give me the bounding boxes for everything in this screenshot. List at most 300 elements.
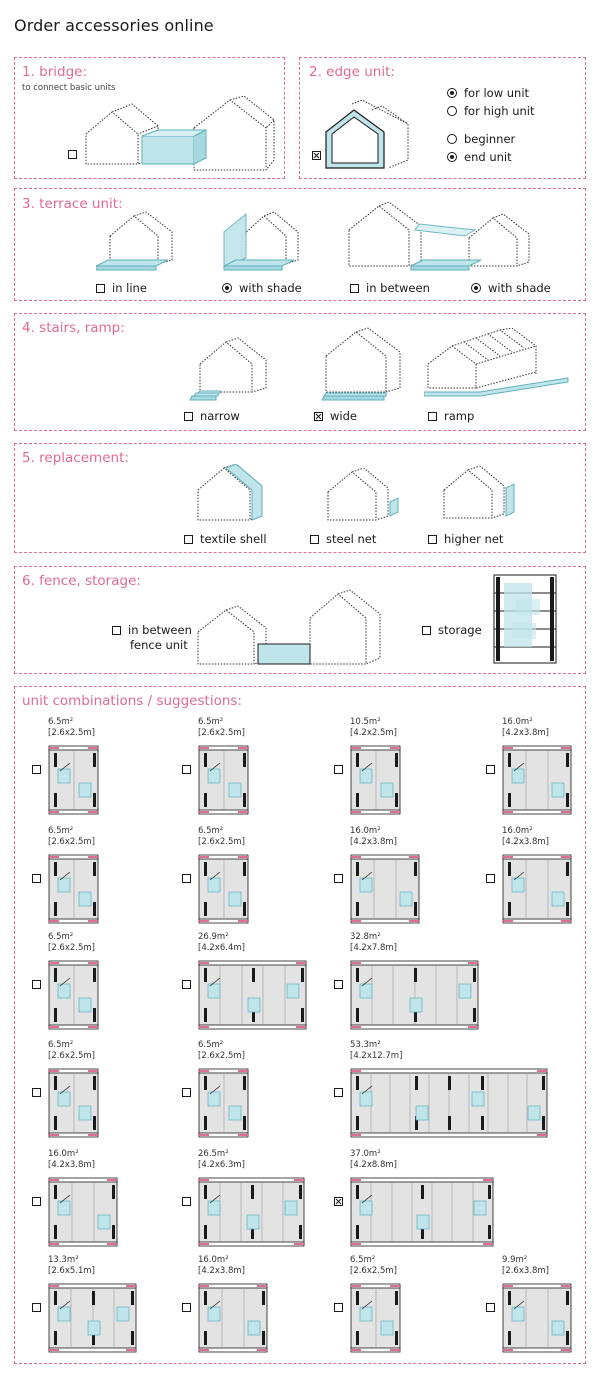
plan-wall-accent — [503, 856, 513, 858]
checkbox[interactable] — [68, 150, 77, 159]
checkbox[interactable] — [184, 412, 193, 421]
terrace-option-in-between-with-shade[interactable] — [471, 281, 551, 295]
edge-option-end-unit[interactable] — [447, 150, 512, 164]
combination-card[interactable] — [486, 826, 600, 932]
plan-furniture — [552, 892, 564, 906]
combination-card[interactable] — [182, 717, 312, 823]
combination-card[interactable] — [334, 1149, 464, 1255]
plan-post — [415, 1076, 418, 1090]
checkbox[interactable] — [182, 980, 191, 989]
plan-furniture — [360, 1092, 372, 1106]
plan-post — [542, 1076, 545, 1090]
plan-wall-bottom — [199, 1348, 267, 1352]
plan-post — [566, 793, 569, 807]
plan-furniture — [58, 878, 70, 892]
plan-post — [54, 1225, 57, 1239]
radio[interactable] — [447, 134, 457, 144]
plan-post — [356, 753, 359, 767]
combination-card[interactable] — [486, 717, 600, 823]
plan-post — [542, 1116, 545, 1130]
edge-option-beginner[interactable] — [447, 132, 515, 146]
plan-furniture — [79, 1106, 91, 1120]
plan-post — [54, 1116, 57, 1130]
plan-post — [488, 1225, 491, 1239]
plan-post — [243, 1116, 246, 1130]
bridge-illustration — [82, 96, 277, 172]
plan-wall-accent — [257, 1349, 267, 1351]
plan-wall-accent — [351, 1243, 361, 1245]
combination-area: 16.0m² — [502, 717, 533, 727]
plan-post — [54, 968, 57, 982]
plan-furniture — [98, 1215, 110, 1229]
plan-post — [204, 1008, 207, 1022]
plan-post — [204, 753, 207, 767]
checkbox[interactable] — [182, 1088, 191, 1097]
combination-card[interactable] — [182, 1149, 312, 1255]
section-title-fence-storage: 6. fence, storage: — [22, 573, 141, 589]
combination-dimensions: [2.6x2.5m] — [48, 837, 95, 847]
replacement-option-steel-net[interactable] — [310, 532, 376, 546]
checkbox[interactable] — [486, 874, 495, 883]
plan-wall-accent — [468, 962, 478, 964]
plan-post — [395, 1291, 398, 1305]
plan-post — [54, 902, 57, 916]
plan-wall-bottom — [351, 1025, 478, 1029]
replacement-option-textile-shell[interactable] — [184, 532, 267, 546]
checkbox[interactable] — [310, 535, 319, 544]
combination-dimensions: [4.2x3.8m] — [198, 1266, 245, 1276]
option-label: wide — [330, 409, 357, 423]
combination-area: 26.9m² — [198, 932, 229, 942]
plan-wall-accent — [49, 1349, 59, 1351]
plan-post — [204, 862, 207, 876]
plan-post — [414, 968, 417, 982]
combination-card[interactable] — [182, 1255, 312, 1361]
combination-card[interactable] — [32, 717, 162, 823]
plan-post — [356, 1185, 359, 1199]
plan-wall-accent — [390, 1285, 400, 1287]
checkbox[interactable] — [32, 1088, 41, 1097]
combination-card[interactable] — [334, 1255, 464, 1361]
plan-furniture — [381, 783, 393, 797]
plan-furniture — [208, 984, 220, 998]
floor-plan — [350, 1177, 494, 1249]
combination-card[interactable] — [32, 932, 162, 1038]
checkbox[interactable] — [182, 1197, 191, 1206]
plan-wall-accent — [561, 856, 571, 858]
combination-area: 6.5m² — [198, 717, 224, 727]
checkbox[interactable] — [32, 874, 41, 883]
plan-wall-accent — [537, 1070, 547, 1072]
stairs-option-ramp[interactable] — [428, 409, 474, 423]
plan-wall-accent — [483, 1243, 493, 1245]
plan-wall-top — [503, 746, 571, 750]
plan-wall-bottom — [351, 919, 419, 923]
combination-dimensions: [4.2x7.8m] — [350, 943, 397, 953]
plan-wall-accent — [199, 1285, 209, 1287]
combination-dimensions: [4.2x6.4m] — [198, 943, 245, 953]
checkbox[interactable] — [32, 765, 41, 774]
floor-plan — [350, 1068, 548, 1140]
plan-wall-accent — [126, 1349, 136, 1351]
plan-wall-accent — [88, 1026, 98, 1028]
higher-net-illustration — [442, 466, 522, 528]
plan-furniture — [248, 998, 260, 1012]
plan-furniture — [58, 1201, 70, 1215]
plan-furniture — [381, 1321, 393, 1335]
combination-size — [198, 1149, 245, 1171]
plan-post — [566, 1291, 569, 1305]
combination-size — [48, 826, 95, 848]
plan-post — [356, 793, 359, 807]
plan-post — [93, 902, 96, 916]
combination-size — [502, 717, 549, 739]
combination-dimensions: [4.2x12.7m] — [350, 1051, 403, 1061]
plan-post — [473, 1008, 476, 1022]
plan-furniture — [247, 1215, 259, 1229]
plan-post — [93, 753, 96, 767]
plan-post — [54, 1185, 57, 1199]
combination-size — [48, 1149, 95, 1171]
checkbox[interactable] — [32, 1303, 41, 1312]
floor-plan — [48, 1283, 137, 1355]
checkbox[interactable] — [334, 1303, 343, 1312]
plan-post — [395, 793, 398, 807]
combination-card[interactable] — [32, 1149, 162, 1255]
combination-card[interactable] — [182, 826, 312, 932]
checkbox[interactable] — [182, 874, 191, 883]
plan-post — [448, 1116, 451, 1130]
option-label: end unit — [464, 150, 512, 164]
plan-wall-accent — [503, 747, 513, 749]
edge-option-high-unit[interactable] — [447, 104, 534, 118]
plan-wall-bottom — [49, 1348, 136, 1352]
plan-furniture — [552, 1321, 564, 1335]
combination-area: 16.0m² — [198, 1255, 229, 1265]
combination-dimensions: [2.6x2.5m] — [350, 1266, 397, 1276]
plan-wall-accent — [561, 747, 571, 749]
combination-card[interactable] — [32, 1040, 162, 1146]
plan-post — [243, 753, 246, 767]
radio[interactable] — [447, 106, 457, 116]
plan-wall-accent — [561, 811, 571, 813]
plan-wall-accent — [238, 920, 248, 922]
plan-wall-top — [351, 961, 478, 965]
plan-post — [566, 902, 569, 916]
checkbox-checked[interactable] — [334, 1197, 343, 1206]
plan-wall-accent — [390, 747, 400, 749]
stairs-wide-illustration — [316, 326, 408, 402]
stairs-option-narrow[interactable] — [184, 409, 240, 423]
plan-post — [243, 1076, 246, 1090]
floor-plan — [502, 854, 572, 926]
combination-size — [502, 1255, 549, 1277]
section-title-unit-combinations: unit combinations / suggestions: — [22, 693, 242, 709]
checkbox[interactable] — [96, 284, 105, 293]
combination-dimensions: [2.6x3.8m] — [502, 1266, 549, 1276]
checkbox[interactable] — [428, 412, 437, 421]
plan-wall-accent — [294, 1179, 304, 1181]
plan-wall-accent — [88, 1070, 98, 1072]
plan-wall-accent — [199, 1349, 209, 1351]
checkbox[interactable] — [334, 765, 343, 774]
plan-wall-accent — [49, 811, 59, 813]
plan-furniture — [552, 783, 564, 797]
plan-wall-accent — [503, 1285, 513, 1287]
combination-dimensions: [4.2x3.8m] — [350, 837, 397, 847]
combination-dimensions: [2.6x2.5m] — [198, 837, 245, 847]
plan-wall-accent — [351, 1134, 361, 1136]
plan-post — [473, 968, 476, 982]
checkbox[interactable] — [334, 980, 343, 989]
combination-card[interactable] — [334, 717, 464, 823]
plan-post — [204, 1291, 207, 1305]
plan-post — [204, 1116, 207, 1130]
checkbox[interactable] — [32, 1197, 41, 1206]
combination-card[interactable] — [32, 826, 162, 932]
checkbox[interactable] — [182, 1303, 191, 1312]
plan-wall-accent — [561, 920, 571, 922]
plan-wall-accent — [88, 747, 98, 749]
plan-post — [448, 1076, 451, 1090]
plan-wall-bottom — [503, 1348, 571, 1352]
checkbox[interactable] — [334, 874, 343, 883]
plan-wall-accent — [351, 1285, 361, 1287]
plan-wall-accent — [49, 1026, 59, 1028]
combination-area: 13.3m² — [48, 1255, 79, 1265]
edge-unit-checkbox[interactable] — [312, 151, 321, 160]
plan-post — [508, 793, 511, 807]
combination-card[interactable] — [334, 932, 464, 1038]
option-label: narrow — [200, 409, 240, 423]
combination-card[interactable] — [486, 1255, 600, 1361]
bridge-checkbox[interactable] — [68, 150, 77, 159]
plan-post — [566, 862, 569, 876]
plan-wall-accent — [238, 1134, 248, 1136]
plan-wall-top — [199, 1284, 267, 1288]
plan-wall-accent — [351, 920, 361, 922]
option-label: in line — [112, 281, 147, 295]
floor-plan — [48, 1177, 118, 1249]
plan-furniture — [360, 878, 372, 892]
edge-option-low-unit[interactable] — [447, 86, 529, 100]
plan-wall-accent — [351, 747, 361, 749]
plan-wall-accent — [199, 856, 209, 858]
option-label: higher net — [444, 532, 504, 546]
plan-wall-accent — [49, 962, 59, 964]
checkbox-checked[interactable] — [314, 412, 323, 421]
radio-selected[interactable] — [447, 88, 457, 98]
combination-area: 6.5m² — [198, 826, 224, 836]
combination-size — [502, 826, 549, 848]
plan-furniture — [400, 892, 412, 906]
page-title: Order accessories online — [14, 16, 214, 35]
plan-wall-accent — [49, 856, 59, 858]
plan-furniture — [459, 984, 471, 998]
plan-wall-top — [199, 961, 306, 965]
combination-area: 32.8m² — [350, 932, 381, 942]
plan-furniture — [474, 1201, 486, 1215]
plan-post — [508, 1291, 511, 1305]
plan-wall-bottom — [199, 1242, 304, 1246]
combination-area: 16.0m² — [350, 826, 381, 836]
plan-wall-top — [49, 1178, 117, 1182]
plan-wall-accent — [503, 920, 513, 922]
plan-furniture — [528, 1106, 540, 1120]
plan-wall-accent — [88, 856, 98, 858]
combination-area: 16.0m² — [502, 826, 533, 836]
plan-wall-accent — [49, 1134, 59, 1136]
plan-furniture — [117, 1307, 129, 1321]
floor-plan — [350, 745, 401, 817]
plan-post — [93, 1076, 96, 1090]
plan-post — [93, 862, 96, 876]
radio-selected[interactable] — [447, 152, 457, 162]
plan-wall-accent — [199, 811, 209, 813]
plan-wall-accent — [296, 962, 306, 964]
floor-plan — [198, 745, 249, 817]
plan-wall-accent — [351, 1179, 361, 1181]
stairs-option-wide[interactable] — [314, 409, 357, 423]
plan-post — [243, 902, 246, 916]
plan-post — [93, 968, 96, 982]
plan-wall-accent — [561, 1285, 571, 1287]
option-label: ramp — [444, 409, 475, 423]
plan-post — [204, 793, 207, 807]
plan-post — [252, 968, 255, 982]
combination-card[interactable] — [334, 1040, 464, 1146]
combination-size — [198, 1255, 245, 1277]
plan-wall-accent — [238, 747, 248, 749]
option-label: for high unit — [464, 104, 535, 118]
option-label: textile shell — [200, 532, 267, 546]
plan-wall-accent — [238, 1070, 248, 1072]
terrace-option-in-line[interactable] — [96, 281, 147, 295]
plan-furniture — [285, 1201, 297, 1215]
terrace-option-with-shade[interactable] — [222, 281, 302, 295]
combination-size — [350, 1149, 397, 1171]
plan-wall-accent — [351, 1349, 361, 1351]
plan-wall-accent — [483, 1179, 493, 1181]
plan-post — [54, 862, 57, 876]
plan-post — [395, 1331, 398, 1345]
terrace-with-shade-illustration — [218, 210, 310, 274]
combination-card[interactable] — [182, 932, 312, 1038]
fence-checkbox[interactable] — [112, 623, 192, 637]
plan-furniture — [512, 1307, 524, 1321]
plan-furniture — [417, 1215, 429, 1229]
plan-wall-accent — [409, 920, 419, 922]
checkbox[interactable] — [182, 765, 191, 774]
plan-post — [414, 862, 417, 876]
plan-furniture — [208, 878, 220, 892]
plan-post — [131, 1331, 134, 1345]
storage-label: storage — [438, 623, 482, 637]
combination-card[interactable] — [32, 1255, 162, 1361]
plan-post — [251, 1185, 254, 1199]
plan-wall-accent — [107, 1243, 117, 1245]
plan-furniture — [287, 984, 299, 998]
plan-wall-accent — [49, 1285, 59, 1287]
storage-illustration — [492, 573, 560, 665]
fence-label-line2: fence unit — [130, 638, 188, 652]
floor-plan — [48, 960, 99, 1032]
plan-wall-bottom — [49, 1242, 117, 1246]
plan-post — [262, 1291, 265, 1305]
plan-furniture — [58, 984, 70, 998]
plan-post — [299, 1225, 302, 1239]
section-title-terrace-unit: 3. terrace unit: — [22, 196, 123, 212]
plan-post — [243, 862, 246, 876]
plan-wall-top — [503, 1284, 571, 1288]
plan-wall-accent — [88, 1134, 98, 1136]
storage-checkbox[interactable] — [422, 623, 482, 637]
plan-wall-accent — [49, 1243, 59, 1245]
radio-selected[interactable] — [471, 283, 481, 293]
plan-wall-accent — [351, 1026, 361, 1028]
combination-area: 9.9m² — [502, 1255, 528, 1265]
plan-wall-top — [199, 1178, 304, 1182]
combination-area: 6.5m² — [48, 1040, 74, 1050]
checkbox[interactable] — [422, 626, 431, 635]
plan-post — [356, 1291, 359, 1305]
plan-furniture — [360, 984, 372, 998]
combination-dimensions: [4.2x3.8m] — [502, 837, 549, 847]
combination-area: 6.5m² — [48, 826, 74, 836]
plan-post — [112, 1185, 115, 1199]
checkbox[interactable] — [486, 1303, 495, 1312]
plan-post — [54, 753, 57, 767]
combination-size — [48, 1255, 95, 1277]
replacement-option-higher-net[interactable] — [428, 532, 503, 546]
plan-furniture — [208, 1307, 220, 1321]
combination-dimensions: [2.6x2.5m] — [48, 943, 95, 953]
checkbox[interactable] — [32, 980, 41, 989]
edge-unit-illustration — [322, 100, 412, 172]
plan-furniture — [208, 1092, 220, 1106]
plan-wall-accent — [199, 1070, 209, 1072]
combination-size — [350, 1040, 402, 1062]
combination-card[interactable] — [334, 826, 464, 932]
plan-wall-accent — [199, 1243, 209, 1245]
checkbox[interactable] — [334, 1088, 343, 1097]
checkbox[interactable] — [428, 535, 437, 544]
combination-dimensions: [4.2x3.8m] — [48, 1160, 95, 1170]
option-label: with shade — [239, 281, 302, 295]
plan-wall-accent — [503, 1349, 513, 1351]
combination-card[interactable] — [182, 1040, 312, 1146]
textile-shell-illustration — [196, 464, 276, 526]
plan-wall-accent — [351, 811, 361, 813]
plan-wall-accent — [351, 856, 361, 858]
radio-selected[interactable] — [222, 283, 232, 293]
checkbox[interactable] — [112, 626, 121, 635]
checkbox[interactable] — [486, 765, 495, 774]
checkbox[interactable] — [350, 284, 359, 293]
plan-wall-accent — [238, 856, 248, 858]
checkbox-checked[interactable] — [312, 151, 321, 160]
plan-wall-bottom — [503, 919, 571, 923]
plan-post — [243, 793, 246, 807]
floor-plan — [198, 1177, 305, 1249]
plan-post — [566, 753, 569, 767]
plan-post — [356, 1076, 359, 1090]
terrace-option-in-between[interactable] — [350, 281, 430, 295]
fence-label-line1: in between — [128, 623, 192, 637]
plan-post — [508, 1331, 511, 1345]
plan-furniture — [229, 783, 241, 797]
checkbox[interactable] — [184, 535, 193, 544]
